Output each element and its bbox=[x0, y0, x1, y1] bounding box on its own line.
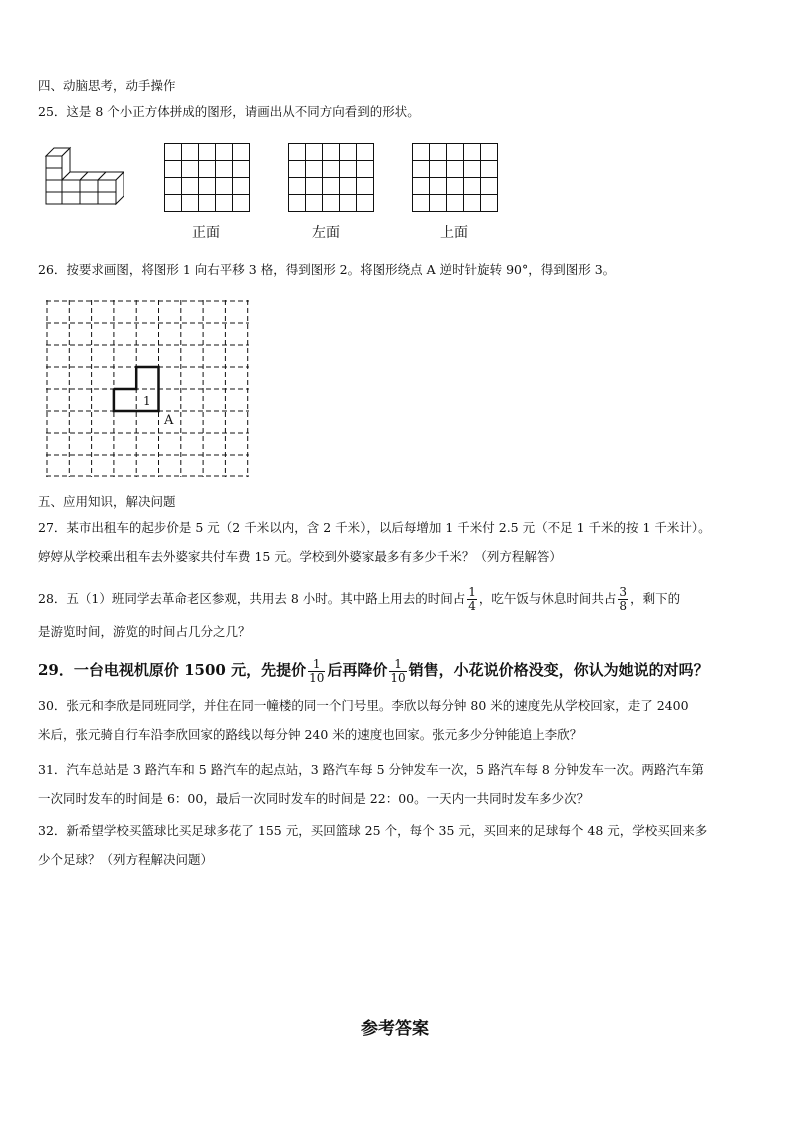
question-29 bbox=[38, 654, 709, 686]
left-view-grid[interactable] bbox=[288, 143, 374, 212]
question-30-line1: 30．张元和李欣是同班同学，并住在同一幢楼的同一个门号里。李欣以每分钟 80 米的速度先从学校回家，走了 2400 bbox=[38, 698, 689, 713]
dashed-drawing-grid[interactable] bbox=[46, 300, 250, 478]
q28-part1: 28．五（1）班同学去革命老区参观，共用去 8 小时。其中路上用去的时间占 bbox=[38, 591, 466, 606]
question-28-line2: 是游览时间，游览的时间占几分之几？ bbox=[38, 624, 251, 639]
question-27-line2: 婷婷从学校乘出租车去外婆家共付车费 15 元。学校到外婆家最多有多少千米？（列方程解答） bbox=[38, 549, 562, 564]
fraction-one-tenth-2 bbox=[389, 658, 406, 685]
caption-front: 正面 bbox=[192, 225, 220, 241]
frac-numerator: 3 bbox=[619, 585, 628, 599]
question-31-line1: 31．汽车总站是 3 路汽车和 5 路汽车的起点站，3 路汽车每 5 分钟发车一次，5 路汽车每 8 分钟发车一次。两路汽车第 bbox=[38, 762, 704, 777]
top-view-grid[interactable] bbox=[412, 143, 498, 212]
caption-left: 左面 bbox=[312, 225, 340, 241]
question-30-line2: 米后，张元骑自行车沿李欣回家的路线以每分钟 240 米的速度也回家。张元多少分钟能追上李欣？ bbox=[38, 727, 583, 742]
fraction-three-eighths bbox=[618, 586, 628, 613]
fraction-one-tenth bbox=[308, 658, 325, 685]
q28-part2: ，吃午饭与休息时间共占 bbox=[478, 591, 617, 606]
question-28-line1 bbox=[38, 583, 680, 615]
answers-heading: 参考答案 bbox=[361, 1019, 429, 1039]
front-view-grid[interactable] bbox=[164, 143, 250, 212]
question-32-line2: 少个足球？（列方程解决问题） bbox=[38, 852, 214, 867]
question-31-line2: 一次同时发车的时间是 6：00，最后一次同时发车的时间是 22：00。一天内一共同时发车多少次？ bbox=[38, 791, 590, 806]
q29-part1: 29．一台电视机原价 1500 元，先提价 bbox=[38, 661, 307, 679]
point-a-label: A bbox=[164, 413, 174, 428]
section-five-title: 五、应用知识，解决问题 bbox=[38, 494, 176, 509]
section-four-title: 四、动脑思考，动手操作 bbox=[38, 78, 176, 93]
question-32-line1: 32．新希望学校买篮球比买足球多花了 155 元，买回篮球 25 个，每个 35 元，买回来的足球每个 48 元，学校买回来多 bbox=[38, 823, 708, 838]
fraction-one-quarter bbox=[467, 586, 477, 613]
frac-numerator: 1 bbox=[308, 658, 325, 672]
q29-part3: 销售，小花说价格没变，你认为她说的对吗？ bbox=[408, 661, 709, 679]
frac-numerator: 1 bbox=[389, 658, 406, 672]
q29-part2: 后再降价 bbox=[327, 661, 388, 679]
frac-denominator: 4 bbox=[468, 599, 476, 613]
frac-denominator: 10 bbox=[309, 670, 325, 685]
caption-top: 上面 bbox=[440, 225, 468, 241]
question-25-text: 25．这是 8 个小正方体拼成的图形，请画出从不同方向看到的形状。 bbox=[38, 104, 420, 119]
question-26-text: 26．按要求画图，将图形 1 向右平移 3 格，得到图形 2。将图形绕点 A 逆时针旋转 90°，得到图形 3。 bbox=[38, 262, 616, 277]
q28-part3: ，剩下的 bbox=[630, 591, 681, 606]
frac-denominator: 10 bbox=[390, 670, 406, 685]
frac-denominator: 8 bbox=[619, 599, 628, 613]
figure-1-label: 1 bbox=[143, 394, 151, 408]
frac-numerator: 1 bbox=[468, 585, 476, 599]
question-27-line1: 27．某市出租车的起步价是 5 元（2 千米以内，含 2 千米），以后每增加 1 千米付 2.5 元（不足 1 千米的按 1 千米计）。 bbox=[38, 520, 711, 535]
cube-figure bbox=[42, 144, 124, 208]
